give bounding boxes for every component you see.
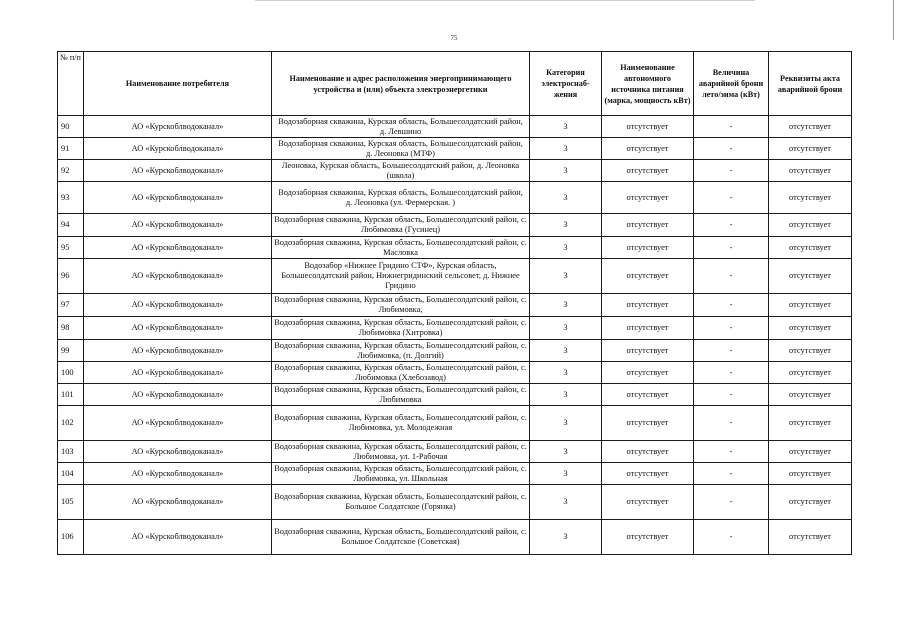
header-consumer: Наименование потребителя — [84, 52, 272, 116]
row-number: 97 — [58, 294, 84, 317]
table-header-row — [58, 52, 852, 116]
consumer-name: АО «Курскоблводоканал» — [84, 259, 272, 294]
row-number: 92 — [58, 160, 84, 182]
object-address: Леоновка, Курская область, Большесолдатский район, д. Леоновка (школа) — [272, 160, 530, 182]
power-source: отсутствует — [602, 520, 694, 555]
header-reserve: Величина аварийной брони лето/зима (кВт) — [694, 52, 769, 116]
object-address: Водозаборная скважина, Курская область, Большесолдатский район, с. Любимовка — [272, 384, 530, 406]
reserve-act: отсутствует — [769, 485, 852, 520]
row-number: 91 — [58, 138, 84, 160]
row-number: 94 — [58, 214, 84, 237]
row-number: 101 — [58, 384, 84, 406]
supply-category: 3 — [530, 317, 602, 340]
table-row — [58, 520, 852, 555]
reserve-act: отсутствует — [769, 116, 852, 138]
row-number: 98 — [58, 317, 84, 340]
power-source: отсутствует — [602, 259, 694, 294]
consumer-name: АО «Курскоблводоканал» — [84, 182, 272, 214]
object-address: Водозаборная скважина, Курская область, Большесолдатский район, с. Любимовка, (п. Долгий) — [272, 340, 530, 362]
power-source: отсутствует — [602, 362, 694, 384]
supply-category: 3 — [530, 384, 602, 406]
power-source: отсутствует — [602, 463, 694, 485]
object-address: Водозаборная скважина, Курская область, Большесолдатский район, с. Большое Солдатское (Советская) — [272, 520, 530, 555]
reserve-act: отсутствует — [769, 463, 852, 485]
table-row — [58, 237, 852, 259]
header-category: Категория электроснаб-жения — [530, 52, 602, 116]
consumer-name: АО «Курскоблводоканал» — [84, 485, 272, 520]
consumer-name: АО «Курскоблводоканал» — [84, 362, 272, 384]
reserve-value: - — [694, 160, 769, 182]
row-number: 90 — [58, 116, 84, 138]
reserve-act: отсутствует — [769, 294, 852, 317]
consumer-name: АО «Курскоблводоканал» — [84, 317, 272, 340]
supply-category: 3 — [530, 182, 602, 214]
reserve-act: отсутствует — [769, 214, 852, 237]
consumer-name: АО «Курскоблводоканал» — [84, 384, 272, 406]
reserve-act: отсутствует — [769, 160, 852, 182]
power-source: отсутствует — [602, 214, 694, 237]
page-number: 75 — [450, 34, 458, 42]
table-row — [58, 406, 852, 441]
reserve-act: отсутствует — [769, 406, 852, 441]
object-address: Водозабор «Нижнее Гридино СТФ», Курская область, Большесолдатский район, Нижнегридинский сельсовет, д. Нижнее Гридино — [272, 259, 530, 294]
table-row — [58, 294, 852, 317]
power-source: отсутствует — [602, 294, 694, 317]
power-source: отсутствует — [602, 116, 694, 138]
consumer-name: АО «Курскоблводоканал» — [84, 340, 272, 362]
reserve-value: - — [694, 441, 769, 463]
reserve-act: отсутствует — [769, 317, 852, 340]
power-source: отсутствует — [602, 160, 694, 182]
consumer-name: АО «Курскоблводоканал» — [84, 237, 272, 259]
consumer-name: АО «Курскоблводоканал» — [84, 160, 272, 182]
row-number: 103 — [58, 441, 84, 463]
table-body — [58, 116, 852, 555]
reserve-act: отсутствует — [769, 441, 852, 463]
power-source: отсутствует — [602, 317, 694, 340]
row-number: 95 — [58, 237, 84, 259]
reserve-value: - — [694, 340, 769, 362]
reserve-value: - — [694, 463, 769, 485]
reserve-value: - — [694, 116, 769, 138]
power-source: отсутствует — [602, 182, 694, 214]
reserve-act: отсутствует — [769, 384, 852, 406]
reserve-act: отсутствует — [769, 340, 852, 362]
supply-category: 3 — [530, 520, 602, 555]
table-row — [58, 463, 852, 485]
table-row — [58, 116, 852, 138]
reserve-value: - — [694, 362, 769, 384]
supply-category: 3 — [530, 259, 602, 294]
scan-edge-line — [255, 0, 755, 1]
consumer-name: АО «Курскоблводоканал» — [84, 294, 272, 317]
supply-category: 3 — [530, 116, 602, 138]
table-row — [58, 340, 852, 362]
supply-category: 3 — [530, 485, 602, 520]
supply-category: 3 — [530, 362, 602, 384]
row-number: 99 — [58, 340, 84, 362]
table-row — [58, 441, 852, 463]
object-address: Водозаборная скважина, Курская область, Большесолдатский район, с. Любимовка, ул. Школьная — [272, 463, 530, 485]
reserve-act: отсутствует — [769, 138, 852, 160]
header-number: № п/п — [58, 52, 84, 116]
row-number: 102 — [58, 406, 84, 441]
consumer-name: АО «Курскоблводоканал» — [84, 441, 272, 463]
table-row — [58, 485, 852, 520]
supply-category: 3 — [530, 463, 602, 485]
power-source: отсутствует — [602, 340, 694, 362]
emergency-reserve-table — [57, 51, 852, 555]
reserve-value: - — [694, 294, 769, 317]
reserve-value: - — [694, 138, 769, 160]
reserve-act: отсутствует — [769, 237, 852, 259]
reserve-act: отсутствует — [769, 259, 852, 294]
supply-category: 3 — [530, 406, 602, 441]
power-source: отсутствует — [602, 485, 694, 520]
supply-category: 3 — [530, 340, 602, 362]
power-source: отсутствует — [602, 441, 694, 463]
supply-category: 3 — [530, 160, 602, 182]
row-number: 93 — [58, 182, 84, 214]
reserve-value: - — [694, 485, 769, 520]
object-address: Водозаборная скважина, Курская область, Большесолдатский район, д. Леоновка (ул. Фермерская. ) — [272, 182, 530, 214]
consumer-name: АО «Курскоблводоканал» — [84, 520, 272, 555]
row-number: 96 — [58, 259, 84, 294]
consumer-name: АО «Курскоблводоканал» — [84, 116, 272, 138]
table-row — [58, 138, 852, 160]
reserve-value: - — [694, 384, 769, 406]
consumer-name: АО «Курскоблводоканал» — [84, 214, 272, 237]
object-address: Водозаборная скважина, Курская область, Большесолдатский район, с. Любимовка (Гусинец) — [272, 214, 530, 237]
consumer-name: АО «Курскоблводоканал» — [84, 463, 272, 485]
power-source: отсутствует — [602, 138, 694, 160]
reserve-act: отсутствует — [769, 520, 852, 555]
table-row — [58, 160, 852, 182]
power-source: отсутствует — [602, 406, 694, 441]
header-act: Реквизиты акта аварийной брони — [769, 52, 852, 116]
object-address: Водозаборная скважина, Курская область, Большесолдатский район, д. Левшино — [272, 116, 530, 138]
reserve-value: - — [694, 259, 769, 294]
reserve-value: - — [694, 317, 769, 340]
reserve-value: - — [694, 520, 769, 555]
supply-category: 3 — [530, 441, 602, 463]
reserve-value: - — [694, 182, 769, 214]
consumer-name: АО «Курскоблводоканал» — [84, 138, 272, 160]
table-row — [58, 317, 852, 340]
object-address: Водозаборная скважина, Курская область, Большесолдатский район, с. Большое Солдатское (Горянка) — [272, 485, 530, 520]
table-row — [58, 384, 852, 406]
row-number: 100 — [58, 362, 84, 384]
header-address: Наименование и адрес расположения энергопринимающего устройства и (или) объекта электроэнергетики — [272, 52, 530, 116]
row-number: 106 — [58, 520, 84, 555]
reserve-act: отсутствует — [769, 182, 852, 214]
table-row — [58, 362, 852, 384]
reserve-value: - — [694, 214, 769, 237]
object-address: Водозаборная скважина, Курская область, Большесолдатский район, с. Любимовка, — [272, 294, 530, 317]
object-address: Водозаборная скважина, Курская область, Большесолдатский район, с. Любимовка (Хлебозавод) — [272, 362, 530, 384]
consumer-name: АО «Курскоблводоканал» — [84, 406, 272, 441]
header-power-source: Наименование автономного источника питания (марка, мощность кВт) — [602, 52, 694, 116]
supply-category: 3 — [530, 237, 602, 259]
reserve-value: - — [694, 237, 769, 259]
supply-category: 3 — [530, 294, 602, 317]
object-address: Водозаборная скважина, Курская область, Большесолдатский район, д. Леоновка (МТФ) — [272, 138, 530, 160]
power-source: отсутствует — [602, 384, 694, 406]
row-number: 105 — [58, 485, 84, 520]
table-row — [58, 259, 852, 294]
power-source: отсутствует — [602, 237, 694, 259]
supply-category: 3 — [530, 214, 602, 237]
reserve-value: - — [694, 406, 769, 441]
object-address: Водозаборная скважина, Курская область, Большесолдатский район, с. Масловка — [272, 237, 530, 259]
table-row — [58, 182, 852, 214]
row-number: 104 — [58, 463, 84, 485]
supply-category: 3 — [530, 138, 602, 160]
object-address: Водозаборная скважина, Курская область, Большесолдатский район, с. Любимовка (Хитровка) — [272, 317, 530, 340]
object-address: Водозаборная скважина, Курская область, Большесолдатский район, с. Любимовка, ул. 1-Рабочая — [272, 441, 530, 463]
object-address: Водозаборная скважина, Курская область, Большесолдатский район, с. Любимовка, ул. Молодежная — [272, 406, 530, 441]
reserve-act: отсутствует — [769, 362, 852, 384]
table-row — [58, 214, 852, 237]
